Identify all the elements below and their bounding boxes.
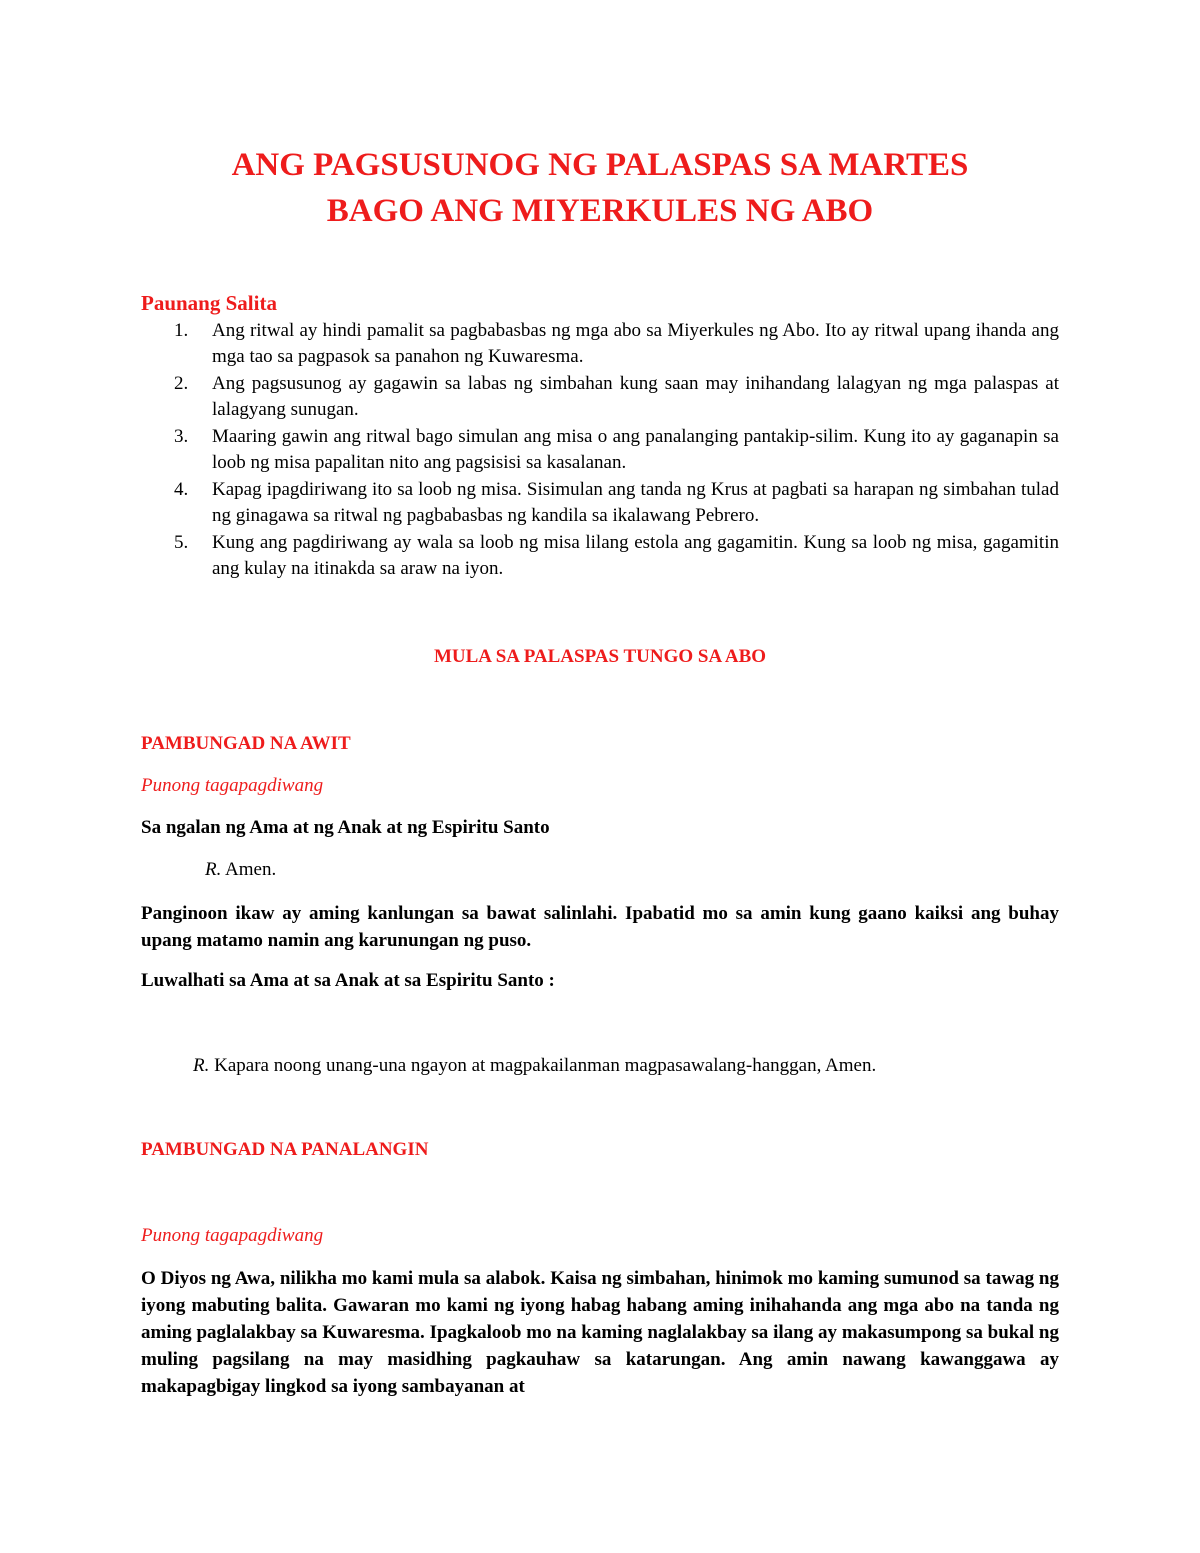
subtitle-heading: MULA SA PALASPAS TUNGO SA ABO [433,646,767,667]
preface-heading: Paunang Salita [141,291,277,315]
doxology-line: Luwalhati sa Ama at sa Anak at sa Espiritu Santo : [141,970,555,991]
preface-item [141,530,1059,582]
response-doxology [193,1055,876,1077]
preface-item-text: Kung ang pagdiriwang ay wala sa loob ng misa lilang estola ang gagamitin. Kung sa loob ng misa, gagamitin ang kulay na itinakda sa araw na iyon. [212,532,1059,579]
preface-item-text: Kapag ipagdiriwang ito sa loob ng misa. Sisimulan ang tanda ng Krus at pagbati sa harapan ng simbahan tulad ng ginagawa sa ritwal ng pagbabasbas ng kandila sa ikalawang Pebrero. [212,479,1059,526]
preface-item-number: 4. [174,479,189,500]
response-marker: R. [193,1055,210,1076]
response-text: Kapara noong unang-una ngayon at magpakailanman magpasawalang-hanggan, Amen. [209,1055,877,1076]
preface-item-number: 3. [174,426,189,447]
preface-item-number: 2. [174,373,189,394]
title-line-1: ANG PAGSUSUNOG NG PALASPAS SA MARTES [231,147,969,183]
preface-item-text: Ang ritwal ay hindi pamalit sa pagbabasbas ng mga abo sa Miyerkules ng Abo. Ito ay ritwal upang ihanda ang mga tao sa pagpasok sa panahon ng Kuwaresma. [212,320,1059,367]
response-marker: R. [205,859,222,880]
section-heading-pambungad-na-panalangin: PAMBUNGAD NA PANALANGIN [141,1139,429,1160]
preface-item-number: 5. [174,532,189,553]
preface-list [141,318,1059,583]
role-label: Punong tagapagdiwang [141,1225,324,1246]
preface-item-text: Maaring gawin ang ritwal bago simulan ang misa o ang panalanging pantakip-silim. Kung ito ay gaganapin sa loob ng misa papalitan nito ang pagsisisi sa kasalanan. [212,426,1059,473]
response-text: Amen. [221,859,277,880]
document-title [0,142,1200,234]
opening-prayer-paragraph: O Diyos ng Awa, nilikha mo kami mula sa alabok. Kaisa ng simbahan, hinimok mo kaming sumunod sa tawag ng iyong mabuting balita. Gawaran mo kami ng iyong habag habang aming inihahanda ang mga abo na tanda ng aming paglalakbay sa Kuwaresma. Ipagkaloob mo na kaming naglalakbay sa ilang ay makasumpong sa bukal ng muling pagsilang na may masidhing pagkauhaw sa katarungan. Ang amin nawang kawanggawa ay makapagbigay lingkod sa iyong sambayanan at [141,1268,1059,1397]
title-line-2: BAGO ANG MIYERKULES NG ABO [326,193,874,229]
role-label: Punong tagapagdiwang [141,775,324,796]
preface-item [141,424,1059,476]
response-amen [205,859,276,881]
preface-item [141,318,1059,370]
preface-item [141,371,1059,423]
invocation-line: Sa ngalan ng Ama at ng Anak at ng Espiritu Santo [141,817,550,838]
preface-item-number: 1. [174,320,189,341]
section-heading-pambungad-na-awit: PAMBUNGAD NA AWIT [141,733,351,754]
preface-item-text: Ang pagsusunog ay gagawin sa labas ng simbahan kung saan may inihandang lalagyan ng mga palaspas at lalagyang sunugan. [212,373,1059,420]
antiphon-paragraph: Panginoon ikaw ay aming kanlungan sa bawat salinlahi. Ipabatid mo sa amin kung gaano kaiksi ang buhay upang matamo namin ang karunungan ng puso. [141,903,1059,951]
preface-item [141,477,1059,529]
